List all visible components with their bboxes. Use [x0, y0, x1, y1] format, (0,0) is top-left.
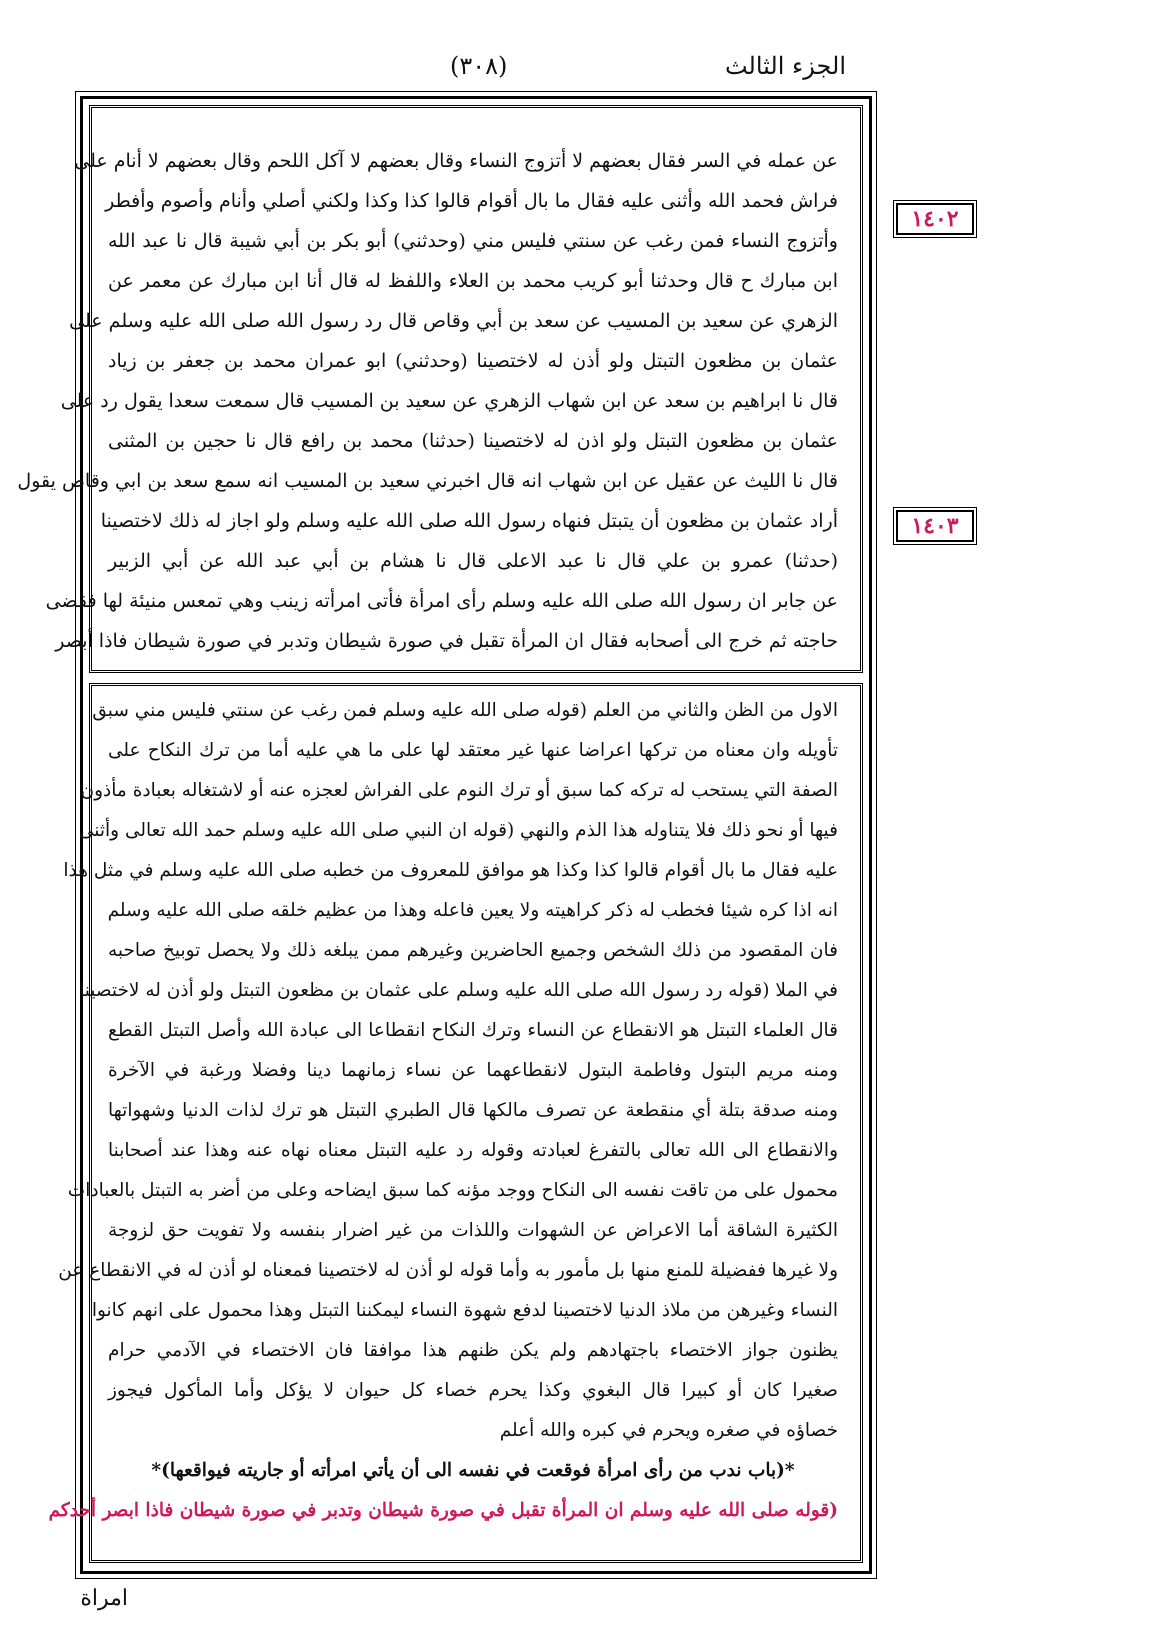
hadith-line: (حدثنا) عمرو بن علي قال نا عبد الاعلى قال نا هشام بن أبي عبد الله عن أبي الزبير	[108, 550, 838, 572]
hadith-line: عثمان بن مظعون التبتل ولو أذن له لاختصينا (وحدثني) ابو عمران محمد بن جعفر بن زياد	[108, 350, 838, 372]
hadith-line: فراش فحمد الله وأثنى عليه فقال ما بال أقوام قالوا كذا وكذا ولكني أصلي وأنام وأصوم وأفطر	[105, 190, 838, 212]
commentary-line: الصفة التي يستحب له تركه كما سبق أو ترك النوم على الفراش لعجزه عنه أو لاشتغاله بعبادة مأذون	[80, 780, 838, 801]
commentary-line: تأويله وان معناه من تركها اعراضا عنها غير معتقد لها على ما هي عليه أما من ترك النكاح على	[108, 740, 838, 761]
commentary-line: (قوله صلى الله عليه وسلم ان المرأة تقبل في صورة شيطان وتدبر في صورة شيطان فاذا ابصر أحدكم	[48, 1500, 838, 1521]
hadith-line: عن جابر ان رسول الله صلى الله عليه وسلم رأى امرأة فأتى امرأته زينب وهي تمعس منيئة لها فقضى	[45, 590, 838, 612]
page-frame	[17, 96, 872, 1574]
hadith-number-badge: ١٤٠٣	[896, 510, 974, 542]
commentary-line: صغيرا كان أو كبيرا قال البغوي وكذا يحرم خصاء كل حيوان لا يؤكل وأما المأكول فيجوز	[108, 1380, 838, 1401]
catchword: امراة	[80, 1586, 128, 1611]
hadith-line: عن عمله في السر فقال بعضهم لا أتزوج النساء وقال بعضهم لا آكل اللحم وقال بعضهم لا أنام على	[74, 150, 838, 172]
page-number: (٣٠٨)	[450, 52, 508, 80]
commentary-line: الاول من الظن والثاني من العلم (قوله صلى الله عليه وسلم فمن رغب عن سنتي فليس مني سبق	[92, 700, 838, 721]
commentary-line: محمول على من تاقت نفسه الى النكاح ووجد مؤنه كما سبق ايضاحه وعلى من أضر به التبتل بالعبادات	[67, 1180, 838, 1201]
hadith-line: قال نا الليث عن عقيل عن ابن شهاب انه قال اخبرني سعيد بن المسيب انه سمع سعد بن ابي وقاص يقول	[17, 470, 838, 492]
commentary-line: انه اذا كره شيئا فخطب له ذكر كراهيته ولا يعين فاعله وهذا من عظيم خلقه صلى الله عليه وسلم	[107, 900, 838, 921]
commentary-line: فان المقصود من ذلك الشخص وجميع الحاضرين وغيرهم ممن يبلغه ذلك ولا يحصل توبيخ صاحبه	[108, 940, 838, 961]
commentary-line: عليه فقال ما بال أقوام قالوا كذا وكذا هو موافق للمعروف من خطبه صلى الله عليه وسلم في مثل هذا	[63, 860, 838, 881]
commentary-line: فيها أو نحو ذلك فلا يتناوله هذا الذم والنهي (قوله ان النبي صلى الله عليه وسلم حمد الله تعالى وأثنى	[78, 820, 838, 841]
hadith-line: الزهري عن سعيد بن المسيب عن سعد بن أبي وقاص قال رد رسول الله صلى الله عليه وسلم على	[69, 310, 838, 332]
book-part-title: الجزء الثالث	[724, 52, 846, 80]
commentary-line: ولا غيرها ففضيلة للمنع منها بل مأمور به وأما قوله لو أذن له لاختصينا فمعناه لو أذن له في الانقطاع عن	[58, 1260, 838, 1281]
commentary-line: النساء وغيرهن من ملاذ الدنيا لاختصينا لدفع شهوة النساء ليمكننا التبتل وهذا محمول على انهم كانوا	[91, 1300, 838, 1321]
hadith-line: ابن مبارك ح قال وحدثنا أبو كريب محمد بن العلاء واللفظ له قال أنا ابن مبارك عن معمر عن	[108, 270, 838, 292]
commentary-line: ومنه صدقة بتلة أي منقطعة عن تصرف مالكها قال الطبري التبتل هو ترك لذات الدنيا وشهواتها	[108, 1100, 838, 1121]
commentary-line: خصاؤه في صغره ويحرم في كبره والله أعلم	[499, 1420, 838, 1441]
commentary-line: في الملا (قوله رد رسول الله صلى الله عليه وسلم على عثمان بن مظعون التبتل ولو أذن له لاختصينا	[79, 980, 838, 1001]
hadith-line: أراد عثمان بن مظعون أن يتبتل فنهاه رسول الله صلى الله عليه وسلم ولو اجاز له ذلك لاختصينا	[100, 510, 838, 532]
commentary-line: والانقطاع الى الله تعالى بالتفرغ لعبادته وقوله رد عليه التبتل معناه نهاه عنه وهذا عند أصحابنا	[108, 1140, 838, 1161]
chapter-heading: *(باب ندب من رأى امرأة فوقعت في نفسه الى أن يأتي امرأته أو جاريته فيواقعها)*	[151, 1460, 795, 1481]
commentary-box	[48, 683, 863, 1563]
hadith-text-box	[17, 105, 863, 673]
commentary-line: قال العلماء التبتل هو الانقطاع عن النساء وترك النكاح انقطاعا الى عبادة الله وأصل التبتل القطع	[108, 1020, 838, 1041]
hadith-line: قال نا ابراهيم بن سعد عن ابن شهاب الزهري عن سعيد بن المسيب قال سمعت سعدا يقول رد على	[60, 390, 838, 412]
hadith-number-badge: ١٤٠٢	[896, 203, 974, 235]
commentary-line: يظنون جواز الاختصاء باجتهادهم ولم يكن ظنهم هذا موافقا فان الاختصاء في الآدمي حرام	[108, 1340, 838, 1361]
commentary-line: ومنه مريم البتول وفاطمة البتول لانقطاعهما عن نساء زمانهما دينا وفضلا ورغبة في الآخرة	[108, 1060, 838, 1081]
commentary-line: الكثيرة الشاقة أما الاعراض عن الشهوات واللذات من غير اضرار بنفسه ولا تفويت حق لزوجة	[108, 1220, 838, 1241]
hadith-line: حاجته ثم خرج الى أصحابه فقال ان المرأة تقبل في صورة شيطان وتدبر في صورة شيطان فاذا أبصر	[55, 630, 838, 652]
hadith-line: عثمان بن مظعون التبتل ولو اذن له لاختصينا (حدثنا) محمد بن رافع قال نا حجين بن المثنى	[108, 430, 838, 452]
hadith-line: وأتزوج النساء فمن رغب عن سنتي فليس مني (وحدثني) أبو بكر بن أبي شيبة قال نا عبد الله	[108, 230, 838, 252]
